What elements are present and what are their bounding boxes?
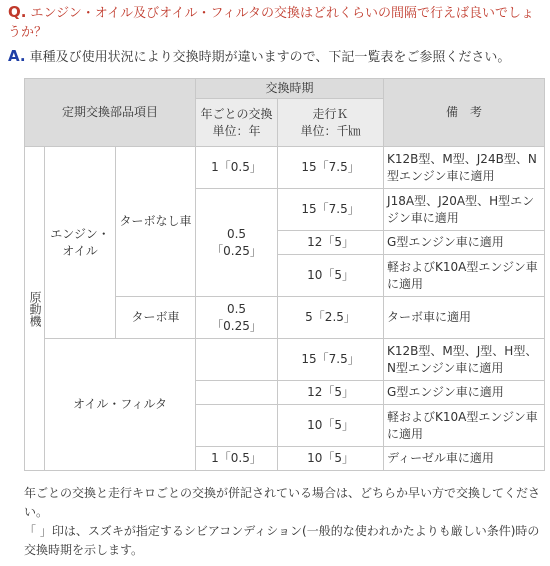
row3-remark: G型エンジン車に適用	[384, 231, 545, 255]
row6-yearly	[196, 339, 278, 381]
row3-km: 12「5」	[278, 231, 384, 255]
oil-filter-label: オイル・フィルタ	[45, 339, 196, 471]
header-km-line1: 走行Ｋ	[312, 106, 349, 121]
row7-remark: G型エンジン車に適用	[384, 381, 545, 405]
row9-km: 10「5」	[278, 447, 384, 471]
header-km	[278, 99, 384, 147]
row6-km: 15「7.5」	[278, 339, 384, 381]
row5-km: 5「2.5」	[278, 297, 384, 339]
row5-remark: ターボ車に適用	[384, 297, 545, 339]
row2-km: 15「7.5」	[278, 189, 384, 231]
row1-km: 15「7.5」	[278, 147, 384, 189]
replacement-schedule-table	[24, 78, 545, 471]
row1-remark: K12B型、M型、J24B型、N型エンジン車に適用	[384, 147, 545, 189]
note-earlier-wins: 年ごとの交換と走行キロごとの交換が併記されている場合は、どちらか早い方で交換してください。	[24, 486, 541, 519]
header-yearly-line2: 単位：年	[212, 123, 261, 138]
answer	[8, 47, 542, 67]
row8-km: 10「5」	[278, 405, 384, 447]
row8-yearly	[196, 405, 278, 447]
question-mark: Q.	[8, 3, 27, 21]
engine-oil-label: エンジン・オイル	[45, 147, 116, 339]
header-remarks: 備 考	[384, 79, 545, 147]
non-turbo-label: ターボなし車	[116, 147, 196, 297]
answer-text: 車種及び使用状況により交換時期が違いますので、下記一覧表をご参照ください。	[29, 50, 511, 65]
group-motor: 原動機	[25, 147, 45, 471]
row2-remark: J18A型、J20A型、H型エンジン車に適用	[384, 189, 545, 231]
header-yearly-line1: 年ごとの交換	[200, 106, 273, 121]
row9-remark: ディーゼル車に適用	[384, 447, 545, 471]
row7-km: 12「5」	[278, 381, 384, 405]
row4-remark: 軽およびK10A型エンジン車に適用	[384, 255, 545, 297]
answer-mark: A.	[8, 47, 26, 65]
header-interval: 交換時期	[196, 79, 384, 99]
row8-remark: 軽およびK10A型エンジン車に適用	[384, 405, 545, 447]
question	[8, 3, 542, 42]
header-yearly	[196, 99, 278, 147]
turbo-label: ターボ車	[116, 297, 196, 339]
note-severe-condition: 「 」印は、スズキが指定するシビアコンディション(一般的な使われかたよりも厳しい条件)時の交換時期を示します。	[24, 524, 540, 557]
row7-yearly	[196, 381, 278, 405]
row9-yearly: 1「0.5」	[196, 447, 278, 471]
row5-yearly: 0.5 「0.25」	[196, 297, 278, 339]
header-part-item: 定期交換部品項目	[25, 79, 196, 147]
row1-yearly: 1「0.5」	[196, 147, 278, 189]
header-km-line2: 単位：千㎞	[300, 123, 361, 138]
notes	[24, 484, 544, 560]
row2-yearly: 0.5 「0.25」	[196, 189, 278, 297]
row6-remark: K12B型、M型、J型、H型、N型エンジン車に適用	[384, 339, 545, 381]
question-text: エンジン・オイル及びオイル・フィルタの交換はどれくらいの間隔で行えば良いでしょうか？	[8, 6, 534, 40]
row4-km: 10「5」	[278, 255, 384, 297]
